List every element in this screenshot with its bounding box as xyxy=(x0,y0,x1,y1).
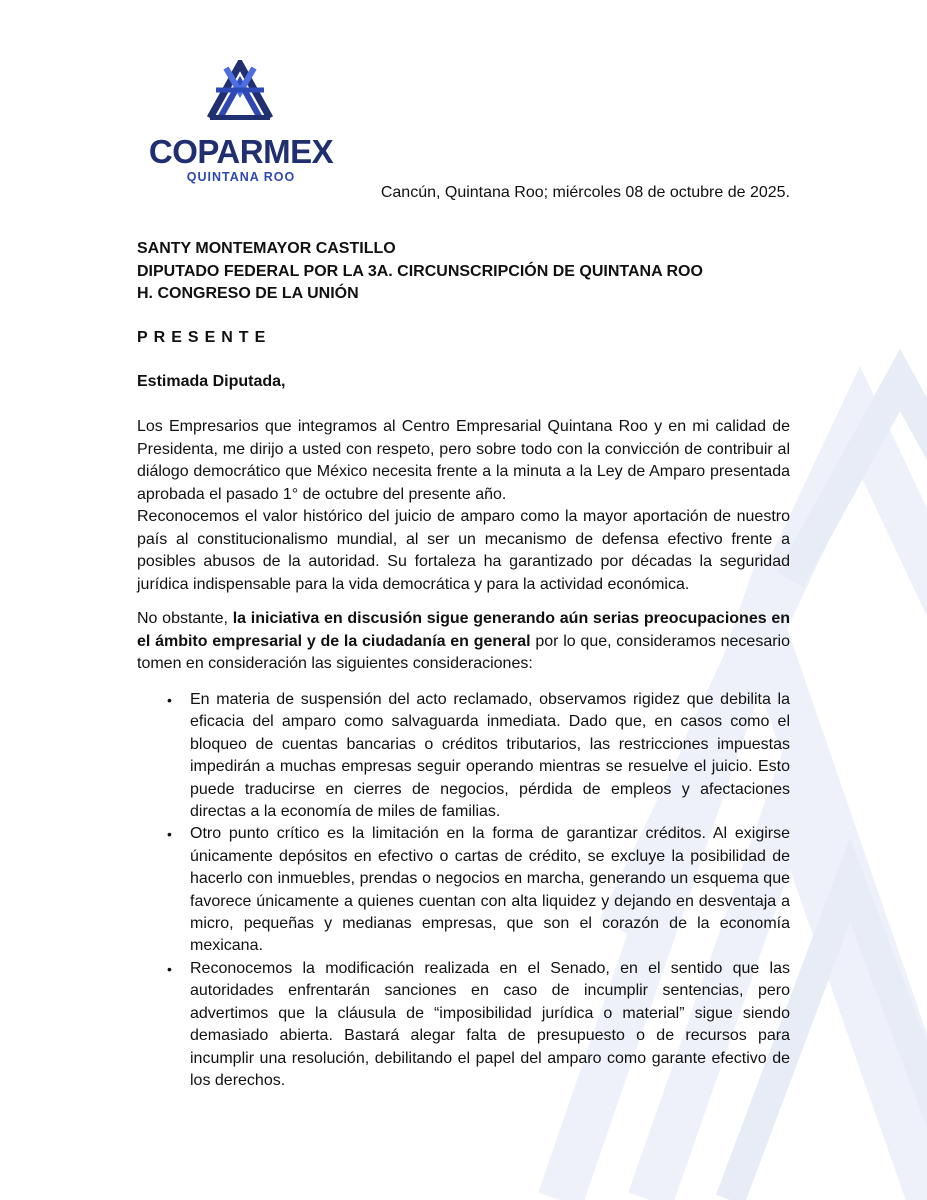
addressee-block xyxy=(137,238,790,306)
paragraph-1: Los Empresarios que integramos al Centro Empresarial Quintana Roo y en mi calidad de Presidenta, me dirijo a usted con respeto, pero sobre todo con la convicción de contribuir al diálogo democrático que México necesita frente a la minuta a la Ley de Amparo presentada aprobada el pasado 1° de octubre del presente año. xyxy=(137,418,790,503)
list-item xyxy=(137,958,790,1092)
paragraph-3 xyxy=(137,608,790,676)
bullet-icon: • xyxy=(167,826,172,843)
list-item xyxy=(137,689,790,823)
addressee-title: DIPUTADO FEDERAL POR LA 3A. CIRCUNSCRIPCIÓN DE QUINTANA ROO xyxy=(137,262,703,280)
coparmex-emblem-icon xyxy=(206,60,274,120)
coparmex-logo xyxy=(146,60,336,184)
body-intro xyxy=(137,416,790,596)
date-line: Cancún, Quintana Roo; miércoles 08 de octubre de 2025. xyxy=(380,184,790,201)
concerns-list xyxy=(137,689,790,1092)
greeting: Estimada Diputada, xyxy=(137,373,286,390)
paragraph-3-end: por lo que, consideramos necesario tomen en consideración las siguientes consideraciones: xyxy=(137,632,791,672)
addressee-institution: H. CONGRESO DE LA UNIÓN xyxy=(137,285,359,302)
presente-heading: PRESENTE xyxy=(137,329,272,346)
bullet-icon: • xyxy=(167,960,172,977)
list-item-text: Reconocemos la modificación realizada en el Senado, en el sentido que las autoridades enfrentarán sanciones en caso de incumplir sentencias, pero advertimos que la cláusula de “imposibilidad jurídica o material” sigue siendo demasiado abierta. Bastará alegar falta de presupuesto o de recursos para incumplir una resolución, debilitando el papel del amparo como garante efectivo de los derechos. xyxy=(190,959,790,1089)
list-item-text: Otro punto crítico es la limitación en la forma de garantizar créditos. Al exigirse únicamente depósitos en efectivo o cartas de crédito, se excluye la posibilidad de hacerlo con inmuebles, prendas o negocios en marcha, generando un esquema que favorece únicamente a quienes cuentan con alta liquidez y dejando en desventaja a micro, pequeñas y medianas empresas, que son el corazón de la economía mexicana. xyxy=(190,825,790,955)
bullet-icon: • xyxy=(167,692,172,708)
list-item-text: En materia de suspensión del acto reclamado, observamos rigidez que debilita la eficacia del amparo como salvaguarda inmediata. Dado que, en casos como el bloqueo de cuentas bancarias o créditos tributarios, las restricciones impuestas impedirán a muchas empresas seguir operando mientras se resuelve el juicio. Esto puede traducirse en cierres de negocios, pérdida de empleos y afectaciones directas a la economía de miles de familias. xyxy=(190,691,790,821)
logo-name: COPARMEX xyxy=(148,133,334,170)
list-item xyxy=(137,823,790,957)
logo-subtitle: QUINTANA ROO xyxy=(186,170,296,184)
paragraph-3-emphasis: la iniciativa en discusión sigue generando aún serias preocupaciones en el ámbito empresarial y de la ciudadanía en general xyxy=(137,610,791,650)
body-concerns xyxy=(137,608,790,676)
paragraph-2: Reconocemos el valor histórico del juicio de amparo como la mayor aportación de nuestro país al constitucionalismo mundial, al ser un mecanismo de defensa efectivo frente a posibles abusos de la autoridad. Su fortaleza ha garantizado por décadas la seguridad jurídica indispensable para la vida democrática y para la actividad económica. xyxy=(137,508,790,593)
paragraph-3-start: No obstante, xyxy=(137,610,233,627)
addressee-name: SANTY MONTEMAYOR CASTILLO xyxy=(137,240,396,257)
